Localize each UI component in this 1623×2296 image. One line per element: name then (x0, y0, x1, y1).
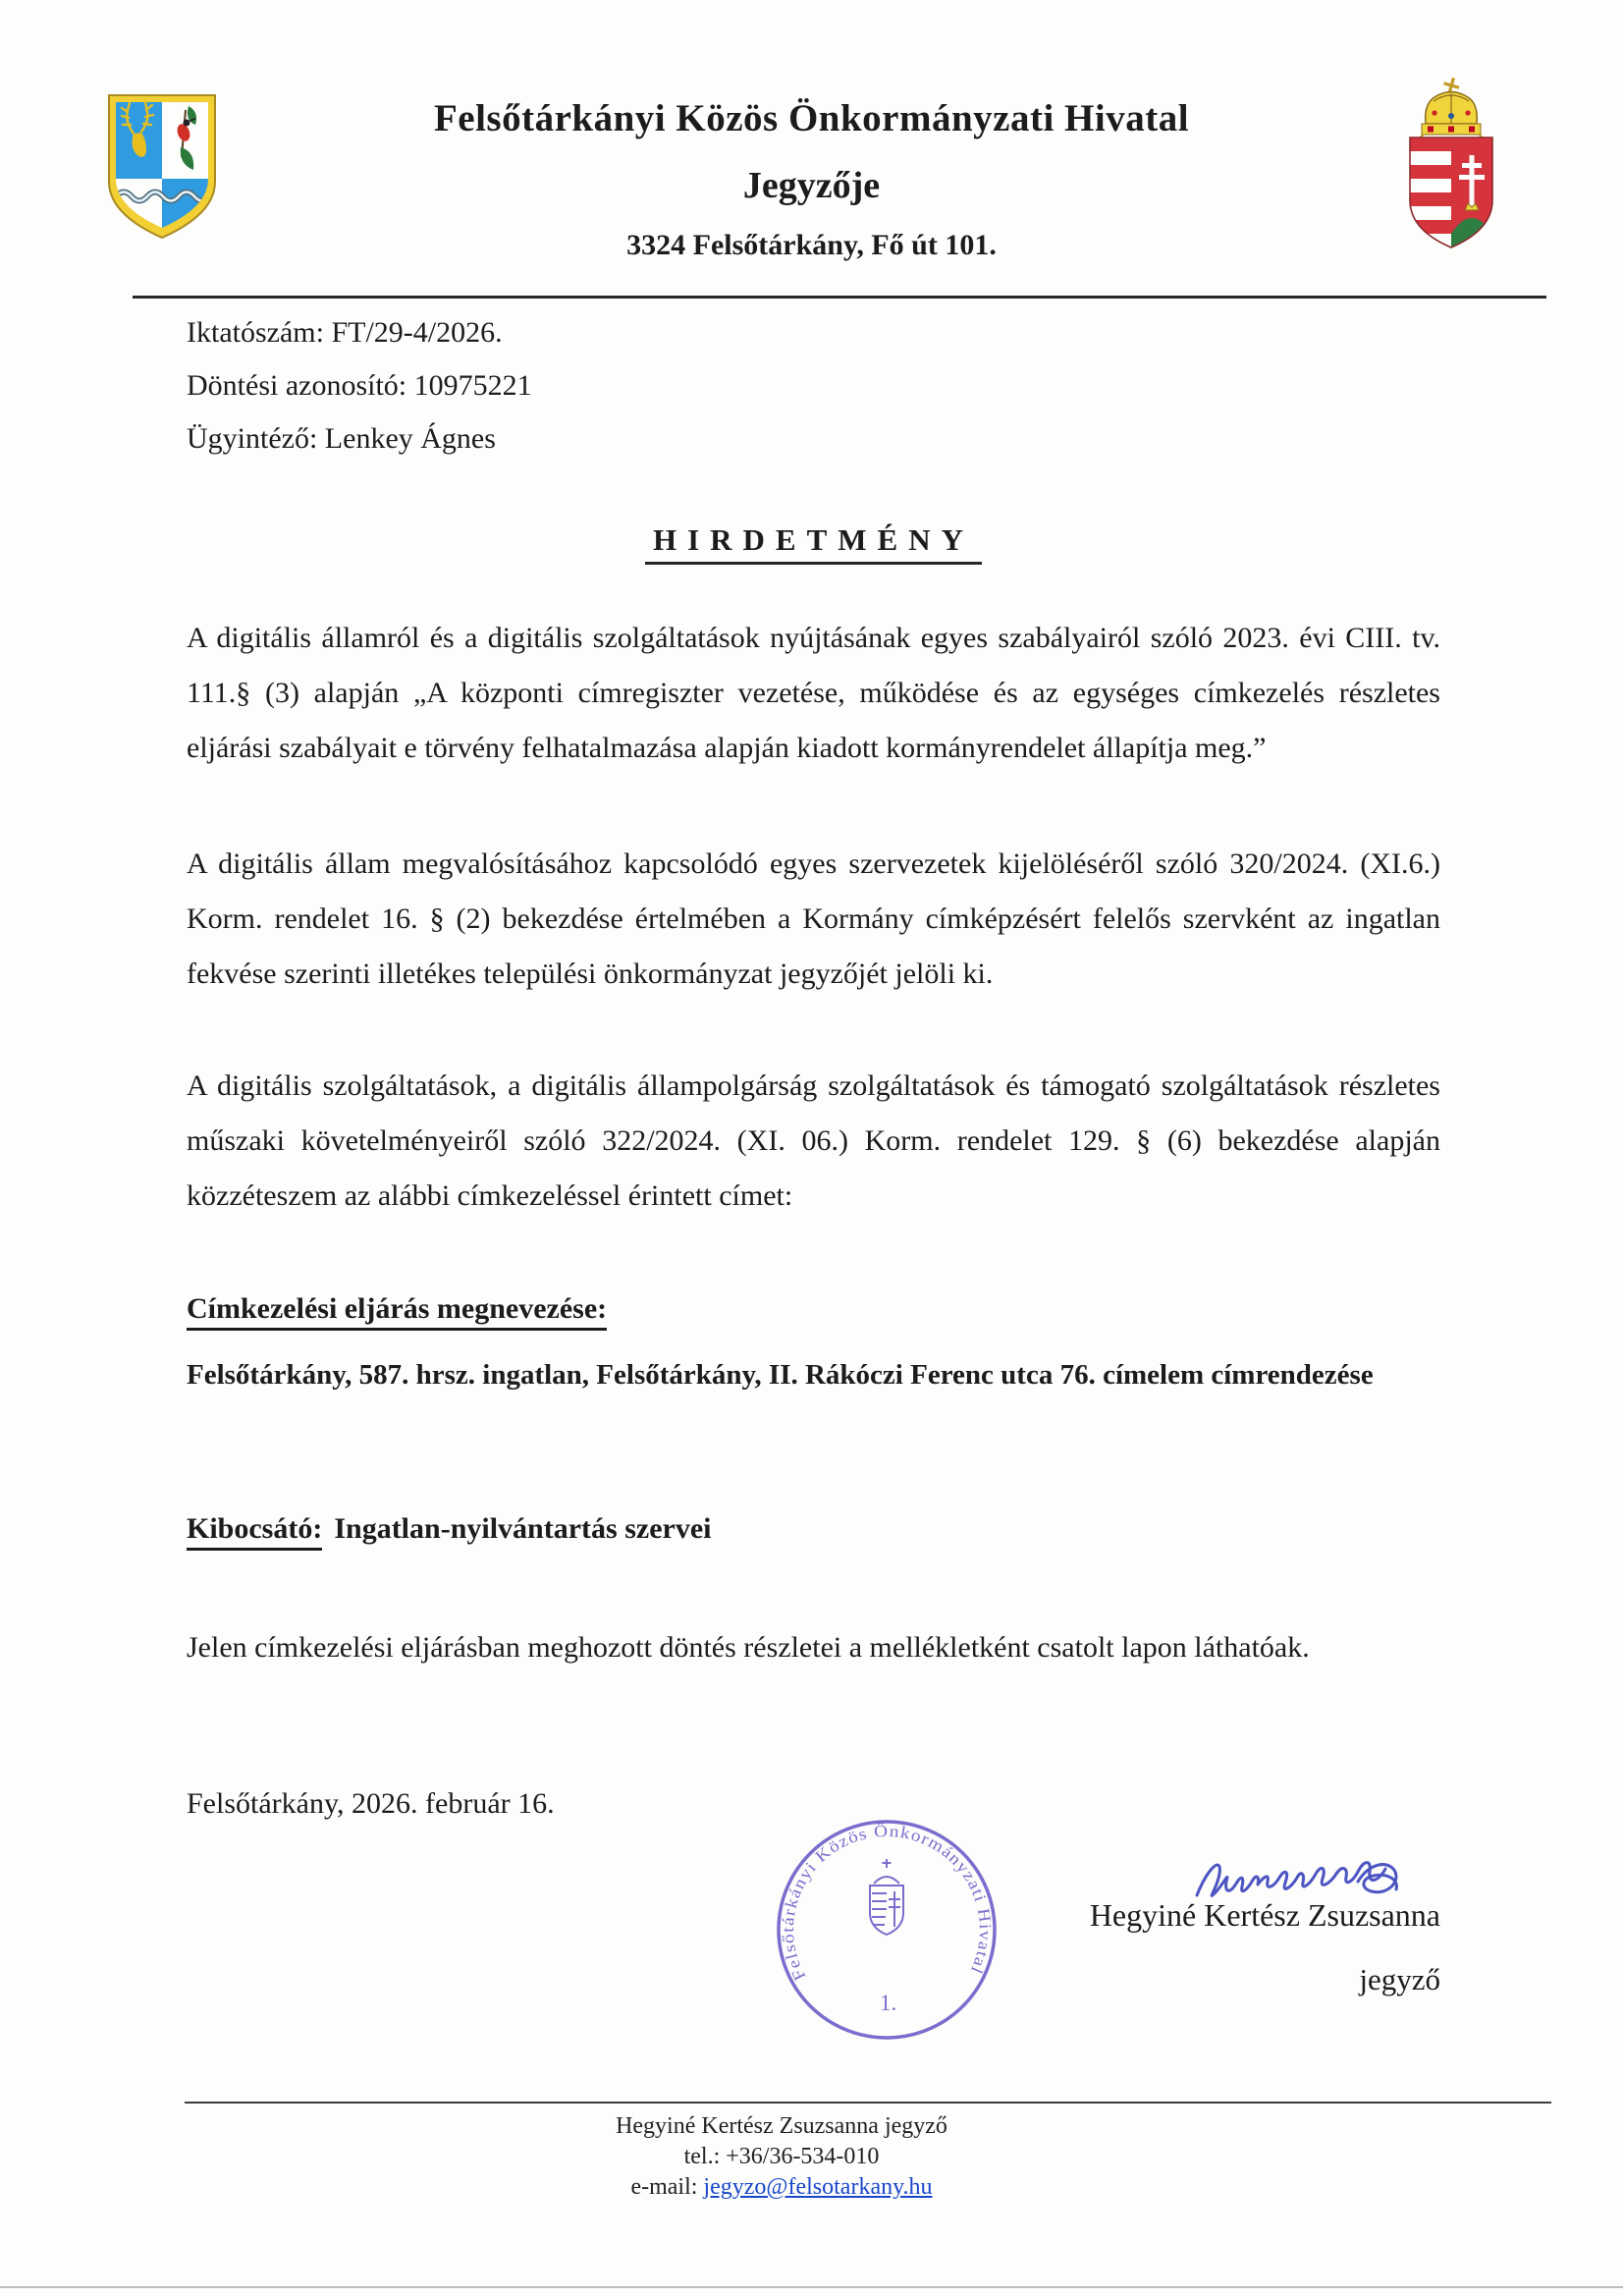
signatory-role: jegyző (1359, 1962, 1440, 1996)
footer-name: Hegyiné Kertész Zsuzsanna jegyző (616, 2113, 947, 2139)
org-name: Felsőtárkányi Közös Önkormányzati Hivatal (433, 97, 1190, 139)
org-address: 3324 Felsőtárkány, Fő út 101. (626, 229, 997, 261)
signatory-name: Hegyiné Kertész Zsuzsanna (1089, 1897, 1440, 1933)
issuer-line (187, 1512, 711, 1546)
case-officer: Ügyintéző: Lenkey Ágnes (187, 422, 496, 455)
stamp-number: 1. (880, 1991, 897, 2015)
issuer-label: Kibocsátó: (187, 1512, 322, 1551)
footer-email-link[interactable]: jegyzo@felsotarkany.hu (703, 2174, 933, 2200)
stamp-ring-text: Felsőtárkányi Közös Önkormányzati Hivatal (778, 1821, 996, 1984)
paragraph-legal-basis-2: A digitális állam megvalósításához kapcsolódó egyes szervezetek kijelöléséről szóló 320/2024. (XI.6.) Korm. rendelet 16. § (2) bekezdése értelmében a Kormány címképzésért felelős szervként az ingatlan fekvése szerinti illetékes települési önkormányzat jegyzőjét jelöli ki. (187, 847, 1440, 990)
org-role: Jegyzője (742, 165, 881, 206)
stamp-coat-of-arms-icon (870, 1859, 903, 1935)
document-meta (187, 306, 532, 465)
footer-email-line (0, 2172, 1563, 2203)
dateline: Felsőtárkány, 2026. február 16. (187, 1787, 555, 1820)
procedure-heading: Címkezelési eljárás megnevezése: (187, 1292, 607, 1326)
decision-id: Döntési azonosító: 10975221 (187, 369, 532, 402)
header-divider (133, 296, 1546, 299)
procedure-description: Felsőtárkány, 587. hrsz. ingatlan, Felsőtárkány, II. Rákóczi Ferenc utca 76. címelem címrendezése (187, 1359, 1374, 1391)
registry-number: Iktatószám: FT/29-4/2026. (187, 316, 503, 349)
footer-phone: tel.: +36/36-534-010 (683, 2144, 880, 2169)
document-title: HIRDETMÉNY (187, 522, 1440, 558)
scan-artifact-line (0, 2286, 1623, 2288)
paragraph-legal-basis-1: A digitális államról és a digitális szolgáltatások nyújtásának egyes szabályairól szóló 2023. évi CIII. tv. 111.§ (3) alapján „A központi címregiszter vezetése, működése és az egységes címkezelés részletes eljárási szabályait e törvény felhatalmazása alapján kiadott kormányrendelet állapítja meg.” (187, 622, 1440, 764)
official-round-stamp (774, 1817, 1000, 2043)
svg-text:Felsőtárkányi Közös Önkormányz (779, 1822, 995, 1984)
footer-divider (185, 2102, 1551, 2104)
footer-email-label: e-mail: (630, 2174, 698, 2200)
paragraph-legal-basis-3: A digitális szolgáltatások, a digitális állampolgárság szolgáltatások és támogató szolgáltatások részletes műszaki követelményeiről szóló 322/2024. (XI. 06.) Korm. rendelet 129. § (6) bekezdése alapján közzéteszem az alábbi címkezeléssel érintett címet: (187, 1069, 1440, 1212)
issuer-value: Ingatlan-nyilvántartás szervei (334, 1512, 712, 1545)
closing-note: Jelen címkezelési eljárásban meghozott döntés részletei a mellékletként csatolt lapon láthatóak. (187, 1631, 1310, 1664)
footer-contact-block (0, 2111, 1563, 2203)
